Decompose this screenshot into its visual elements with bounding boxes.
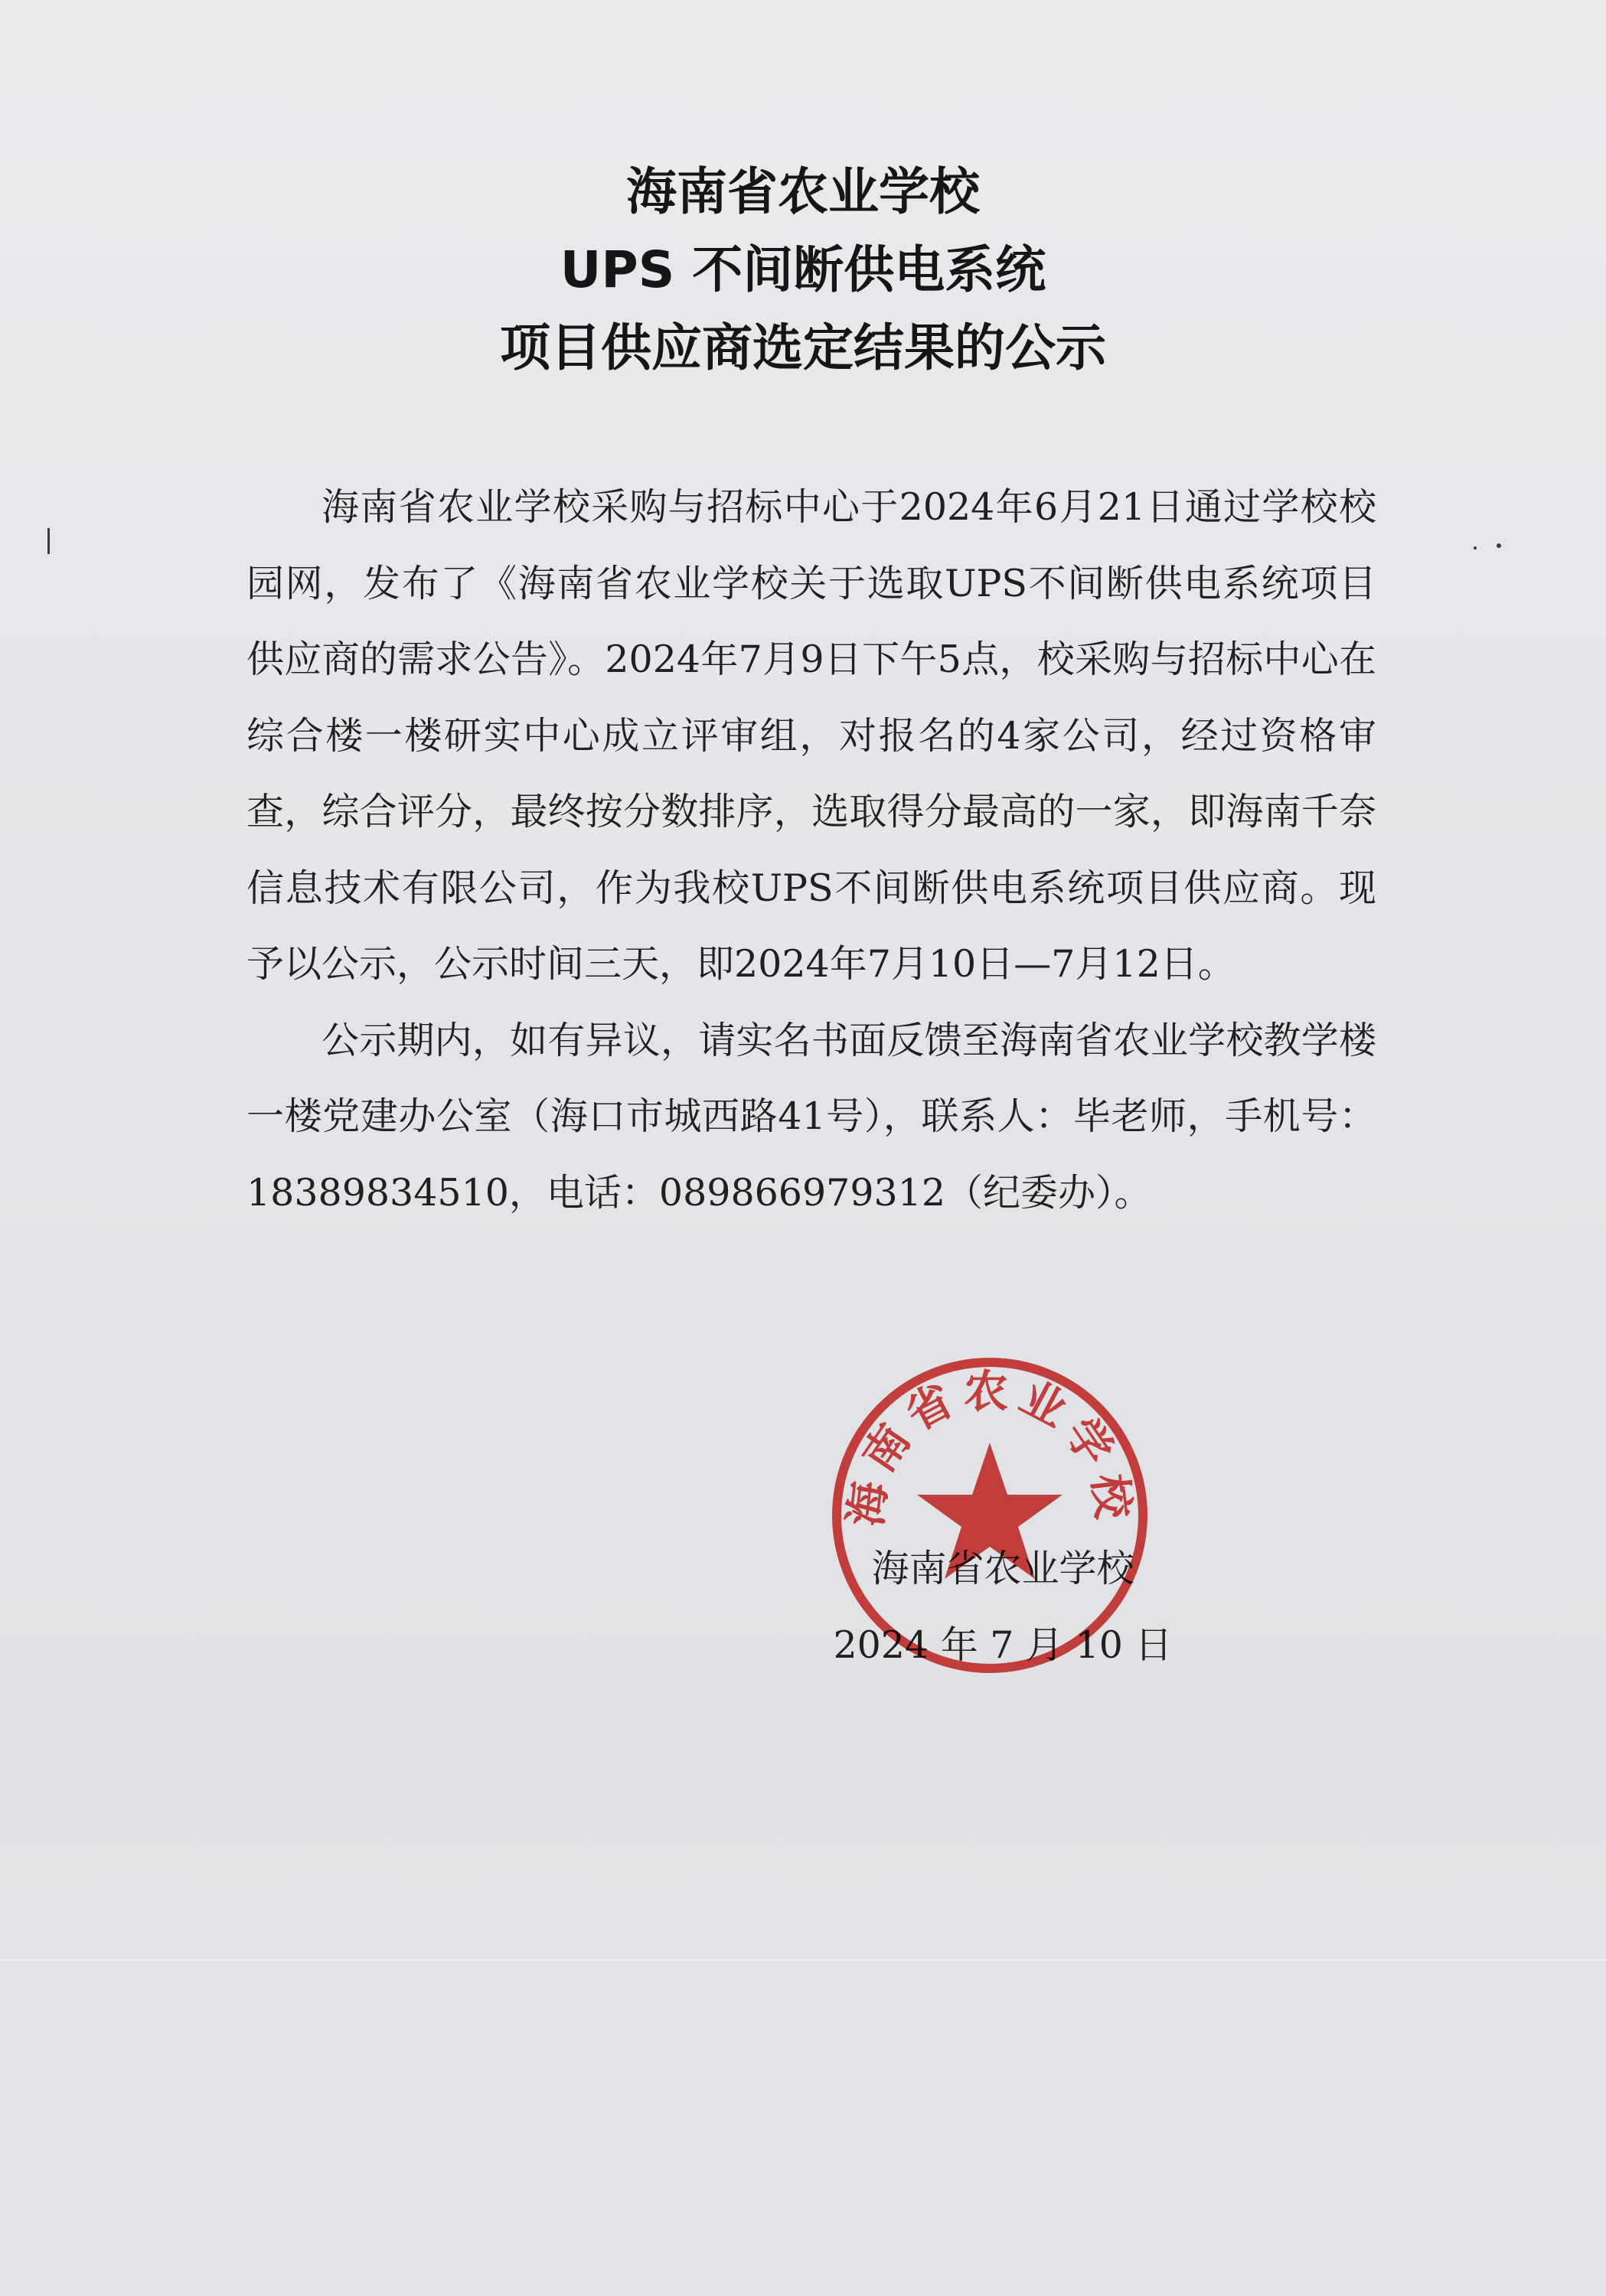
- seal-star-icon: [917, 1443, 1063, 1579]
- title-line-2: UPS 不间断供电系统: [560, 240, 1046, 299]
- signature-organization: 海南省农业学校: [871, 1547, 1134, 1590]
- official-seal-stamp: [825, 1351, 1154, 1680]
- title-line-3: 项目供应商选定结果的公示: [500, 318, 1106, 377]
- paper-speck: [1497, 543, 1501, 548]
- document-body: [246, 469, 1376, 1231]
- paper-speck: [47, 528, 50, 554]
- paper-fold-line: [0, 1959, 1606, 1961]
- paper-speck: [1474, 546, 1477, 550]
- body-paragraph-2: 公示期内，如有异议，请实名书面反馈至海南省农业学校教学楼一楼党建办公室（海口市城西路41号），联系人：毕老师，手机号：18389834510，电话：089866979312（纪委办）。: [246, 1018, 1376, 1215]
- document-title: [0, 153, 1606, 387]
- body-paragraph-1: 海南省农业学校采购与招标中心于2024年6月21日通过学校校园网，发布了《海南省农业学校关于选取UPS不间断供电系统项目供应商的需求公告》。2024年7月9日下午5点，校采购与招标中心在综合楼一楼研实中心成立评审组，对报名的4家公司，经过资格审查，综合评分，最终按分数排序，选取得分最高的一家，即海南千奈信息技术有限公司，作为我校UPS不间断供电系统项目供应商。现予以公示，公示时间三天，即2024年7月10日—7月12日。: [246, 485, 1376, 986]
- svg-text:海南省农业学校: 海南省农业学校: [839, 1365, 1141, 1529]
- signature-date: 2024 年 7 月 10 日: [833, 1623, 1173, 1667]
- title-line-1: 海南省农业学校: [626, 162, 980, 221]
